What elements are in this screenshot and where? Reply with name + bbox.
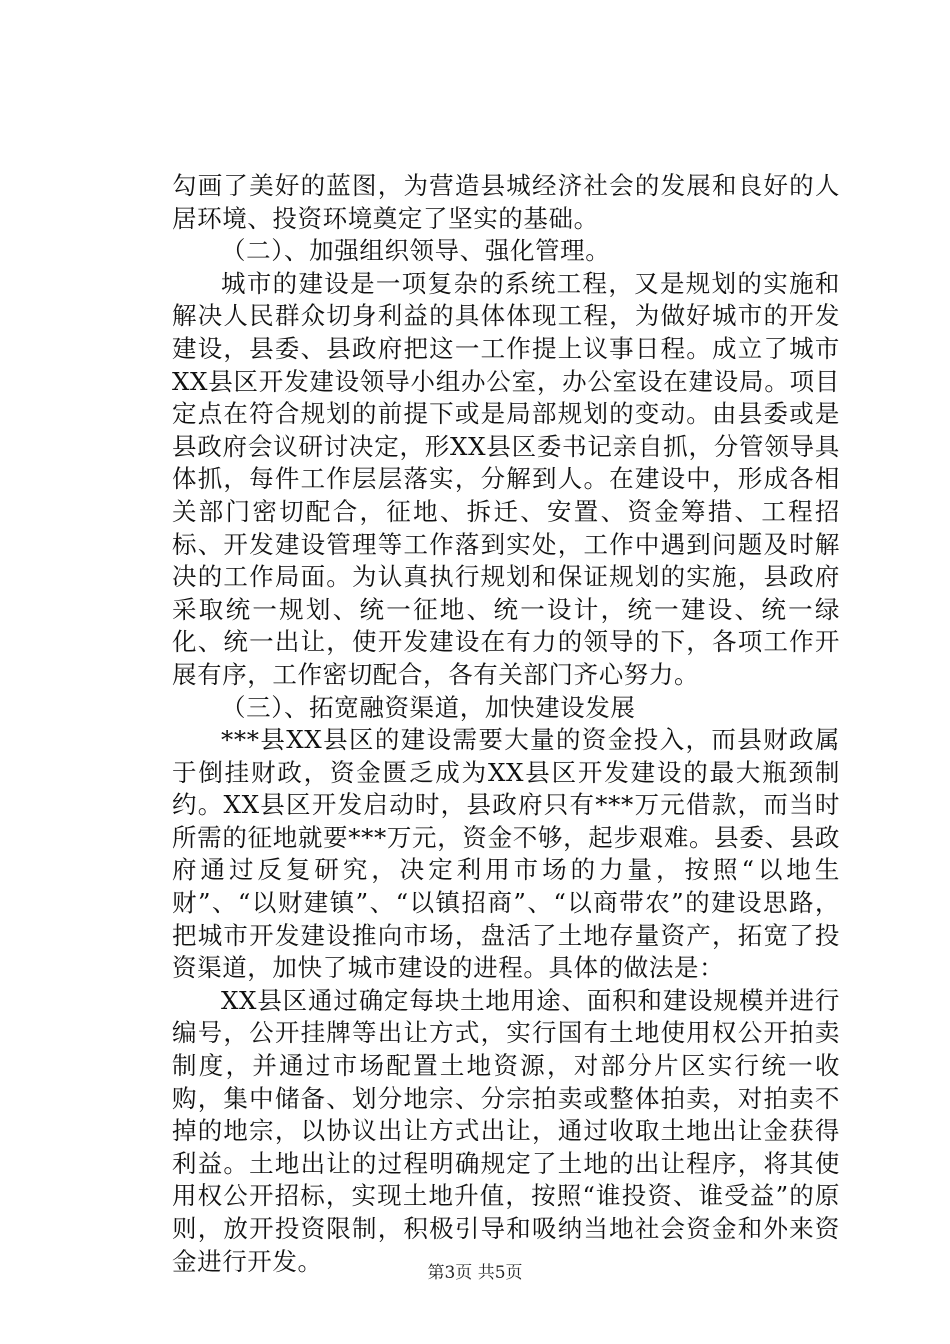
paragraph-city-construction: 城市的建设是一项复杂的系统工程，又是规划的实施和解决人民群众切身利益的具体体现工程，为做好城市的开发建设，县委、县政府把这一工作提上议事日程。成立了城市XX县区开发建设领导小组办公室，办公室设在建设局。项目定点在符合规划的前提下或是局部规划的变动。由县委或是县政府会议研讨决定，形XX县区委书记亲自抓，分管领导具体抓，每件工作层层落实，分解到人。在建设中，形成各相关部门密切配合，征地、拆迁、安置、资金筹措、工程招标、开发建设管理等工作落到实处，工作中遇到问题及时解决的工作局面。为认真执行规划和保证规划的实施，县政府采取统一规划、统一征地、统一设计，统一建设、统一绿化、统一出让，使开发建设在有力的领导的下，各项工作开展有序，工作密切配合，各有关部门齐心努力。	[172, 268, 840, 689]
section-heading-financing: （三）、拓宽融资渠道，加快建设发展	[221, 692, 636, 722]
section-heading-organization: （二）、加强组织领导、强化管理。	[221, 236, 611, 266]
document-body	[172, 170, 840, 1278]
paragraph-land-auction: XX县区通过确定每块土地用途、面积和建设规模并进行编号，公开挂牌等出让方式，实行国有土地使用权公开拍卖制度，并通过市场配置土地资源，对部分片区实行统一收购，集中储备、划分地宗、分宗拍卖或整体拍卖，对拍卖不掉的地宗，以协议出让方式出让，通过收取土地出让金获得利益。土地出让的过程明确规定了土地的出让程序，将其使用权公开招标，实现土地升值，按照“谁投资、谁受益”的原则，放开投资限制，积极引导和吸纳当地社会资金和外来资金进行开发。	[172, 985, 840, 1276]
page-number-footer: 第3页 共5页	[427, 1263, 523, 1283]
paragraph-funding-shortage: ***县XX县区的建设需要大量的资金投入，而县财政属于倒挂财政，资金匮乏成为XX县区开发建设的最大瓶颈制约。XX县区开发启动时，县政府只有***万元借款，而当时所需的征地就要***万元，资金不够，起步艰难。县委、县政府通过反复研究，决定利用市场的力量，按照“以地生财”、“以财建镇”、“以镇招商”、“以商带农”的建设思路，把城市开发建设推向市场，盘活了土地存量资产，拓宽了投资渠道，加快了城市建设的进程。具体的做法是：	[172, 725, 840, 983]
paragraph-blueprint-ending: 勾画了美好的蓝图，为营造县城经济社会的发展和良好的人居环境、投资环境奠定了坚实的基础。	[172, 171, 840, 233]
